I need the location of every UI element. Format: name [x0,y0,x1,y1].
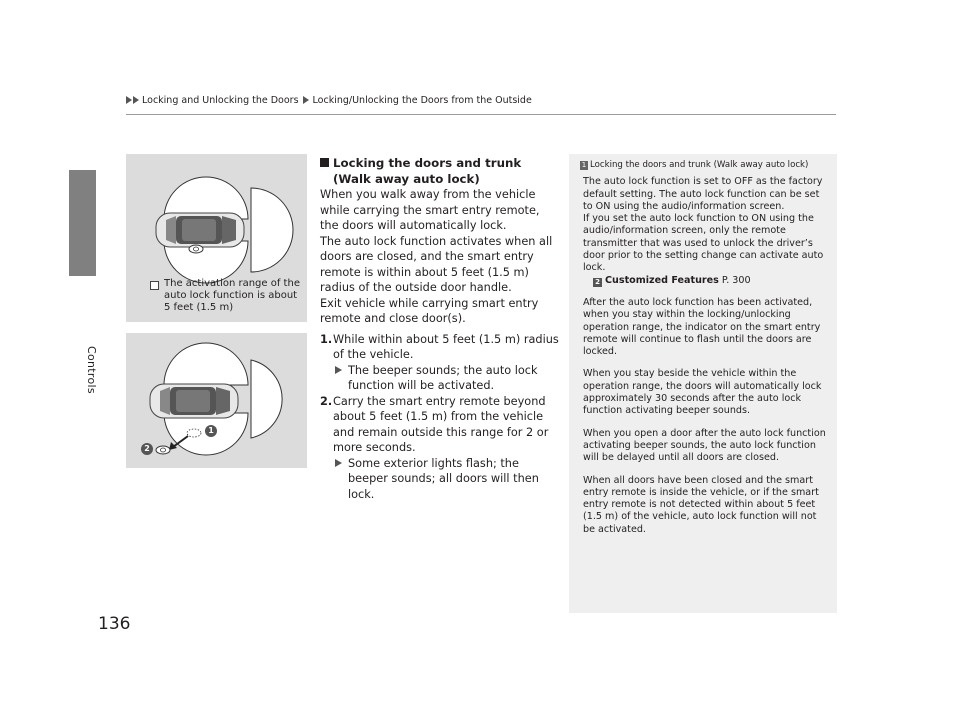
range-area-front [164,343,248,385]
step-result-text: The beeper sounds; the auto lock function will be activated. [348,363,538,392]
header-divider [126,114,836,115]
step-text: Carry the smart entry remote beyond about 5 feet (1.5 m) from the vehicle and remain outside this range for 2 or more seconds. [333,394,549,454]
note-paragraph: When all doors have been closed and the smart entry remote is inside the vehicle, or if the smart entry remote is not detected within about 5 feet (1.5 m) of the vehicle, auto lock function will not be activated. [583,474,819,535]
vehicle-top-view-icon [150,384,238,418]
section-marker-icon [320,158,329,167]
key-fob-inside-icon [187,429,201,437]
step-result [333,456,560,503]
note-paragraph: When you open a door after the auto lock function activating beeper sounds, the auto lock function will be delayed until all doors are closed. [583,427,826,464]
key-fob-icon [189,245,203,253]
step-badge-2: 2 [141,443,153,455]
note-heading [580,159,837,171]
breadcrumb [126,95,532,106]
note-marker-icon: 1 [581,160,587,169]
breadcrumb-arrow-icon [126,96,132,104]
note-paragraph: The auto lock function is set to OFF as the factory default setting. The auto lock function can be set to ON using the audio/information screen. [583,176,823,212]
range-area-trunk [251,188,293,272]
intro-paragraph-3: Exit vehicle while carrying smart entry remote and close door(s). [320,296,539,325]
reference-title[interactable]: Customized Features [605,274,719,286]
intro-paragraph-2: The auto lock function activates when all doors are closed, and the smart entry remote is within about 5 feet (1.5 m) radius of the outside door handle. [320,234,553,294]
illustration-walk-away [126,333,307,468]
step-badge-1: 1 [205,425,217,437]
chapter-tab [69,170,96,276]
step-number: 1. [320,332,333,346]
note-box [569,154,837,613]
step-text: While within about 5 feet (1.5 m) radius of the vehicle. [333,332,559,361]
legend-swatch [150,281,159,290]
page-number: 136 [98,614,131,634]
result-arrow-icon [335,366,342,374]
breadcrumb-item-doors[interactable]: Locking and Unlocking the Doors [142,95,299,106]
step-number: 2. [320,394,333,408]
range-area-trunk [251,360,282,438]
section-heading-text: Locking the doors and trunk (Walk away auto lock) [333,156,522,186]
intro-paragraph-1: When you walk away from the vehicle while carrying the smart entry remote, the doors will automatically lock. [320,188,540,232]
key-fob-outside-icon [156,446,170,454]
step-result [333,363,560,394]
breadcrumb-separator-icon [303,96,309,104]
main-content [320,155,560,502]
illustration-activation-range [126,154,307,322]
breadcrumb-arrow-icon [133,96,139,104]
step-1 [320,332,560,394]
vehicle-top-view-icon [156,213,244,247]
section-heading [320,155,560,187]
reference-page: P. 300 [721,274,751,286]
note-paragraph: After the auto lock function has been activated, when you stay within the locking/unlocking operation range, the indicator on the smart entry remote will continue to flash until the doors are locked. [583,296,821,358]
walk-away-diagram [126,333,307,468]
result-arrow-icon [335,459,342,467]
note-paragraph: If you set the auto lock function to ON using the audio/information screen, only the remote transmitter that was used to unlock the driver’s door prior to the setting change can activate auto lock. [583,213,824,274]
note-paragraph: When you stay beside the vehicle within the operation range, the doors will automatically lock approximately 30 seconds after the auto lock function activating beeper sounds. [583,368,822,417]
step-result-text: Some exterior lights flash; the beeper sounds; all doors will then lock. [348,456,539,501]
step-2 [320,394,560,503]
cross-reference-link[interactable] [593,275,827,287]
breadcrumb-item-outside[interactable]: Locking/Unlocking the Doors from the Outside [312,95,532,106]
reference-arrow-icon: 2 [593,278,602,287]
chapter-label: Controls [85,346,98,394]
note-heading-text: Locking the doors and trunk (Walk away auto lock) [590,160,809,170]
illustration-caption: The activation range of the auto lock function is about 5 feet (1.5 m) [164,278,300,313]
